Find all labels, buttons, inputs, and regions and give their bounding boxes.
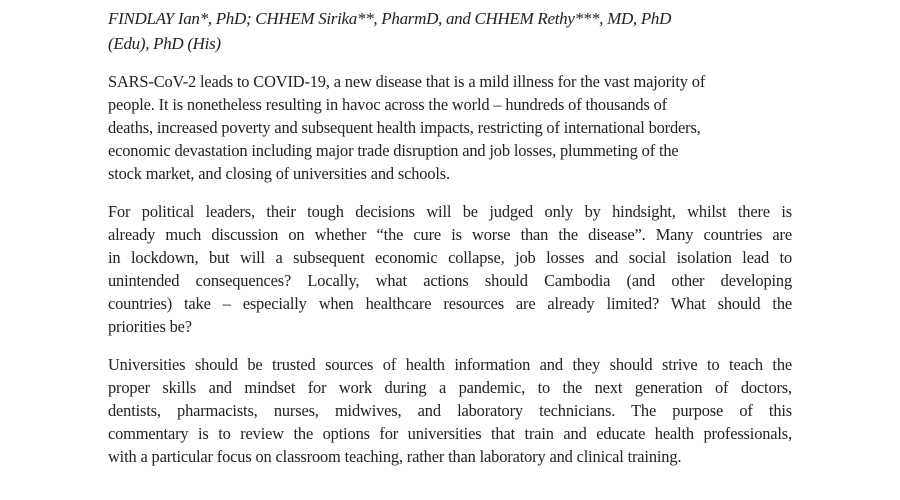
text-line: people. It is nonetheless resulting in havoc across the world – hundreds of thousands of xyxy=(108,95,667,114)
paragraph-universities xyxy=(108,353,792,468)
author-line-2: (Edu), PhD (His) xyxy=(108,34,221,53)
author-line-1: FINDLAY Ian*, PhD; CHHEM Sirika**, PharmD, and CHHEM Rethy***, MD, PhD xyxy=(108,9,672,28)
text-line: Universities should be trusted sources of health information and they should strive to teach the xyxy=(108,355,792,374)
text-line: in lockdown, but will a subsequent economic collapse, job losses and social isolation lead to xyxy=(108,248,792,267)
document-page xyxy=(108,6,792,483)
text-line: deaths, increased poverty and subsequent health impacts, restricting of international borders, xyxy=(108,118,701,137)
author-line xyxy=(108,6,792,56)
text-line: unintended consequences? Locally, what actions should Cambodia (and other developing xyxy=(108,271,792,290)
text-line: countries) take – especially when healthcare resources are already limited? What should the xyxy=(108,294,792,313)
text-line: dentists, pharmacists, nurses, midwives, and laboratory technicians. The purpose of this xyxy=(108,401,792,420)
text-line: already much discussion on whether “the cure is worse than the disease”. Many countries are xyxy=(108,225,792,244)
text-line: stock market, and closing of universities and schools. xyxy=(108,164,450,183)
text-line: proper skills and mindset for work during a pandemic, to the next generation of doctors, xyxy=(108,378,792,397)
paragraph-political-leaders xyxy=(108,200,792,338)
text-line: with a particular focus on classroom teaching, rather than laboratory and clinical training. xyxy=(108,447,682,466)
paragraph-intro xyxy=(108,70,792,185)
text-line: priorities be? xyxy=(108,317,192,336)
text-line: For political leaders, their tough decisions will be judged only by hindsight, whilst there is xyxy=(108,202,792,221)
text-line: commentary is to review the options for universities that train and educate health professionals, xyxy=(108,424,792,443)
text-line: economic devastation including major trade disruption and job losses, plummeting of the xyxy=(108,141,679,160)
text-line: SARS-CoV-2 leads to COVID-19, a new disease that is a mild illness for the vast majority of xyxy=(108,72,706,91)
